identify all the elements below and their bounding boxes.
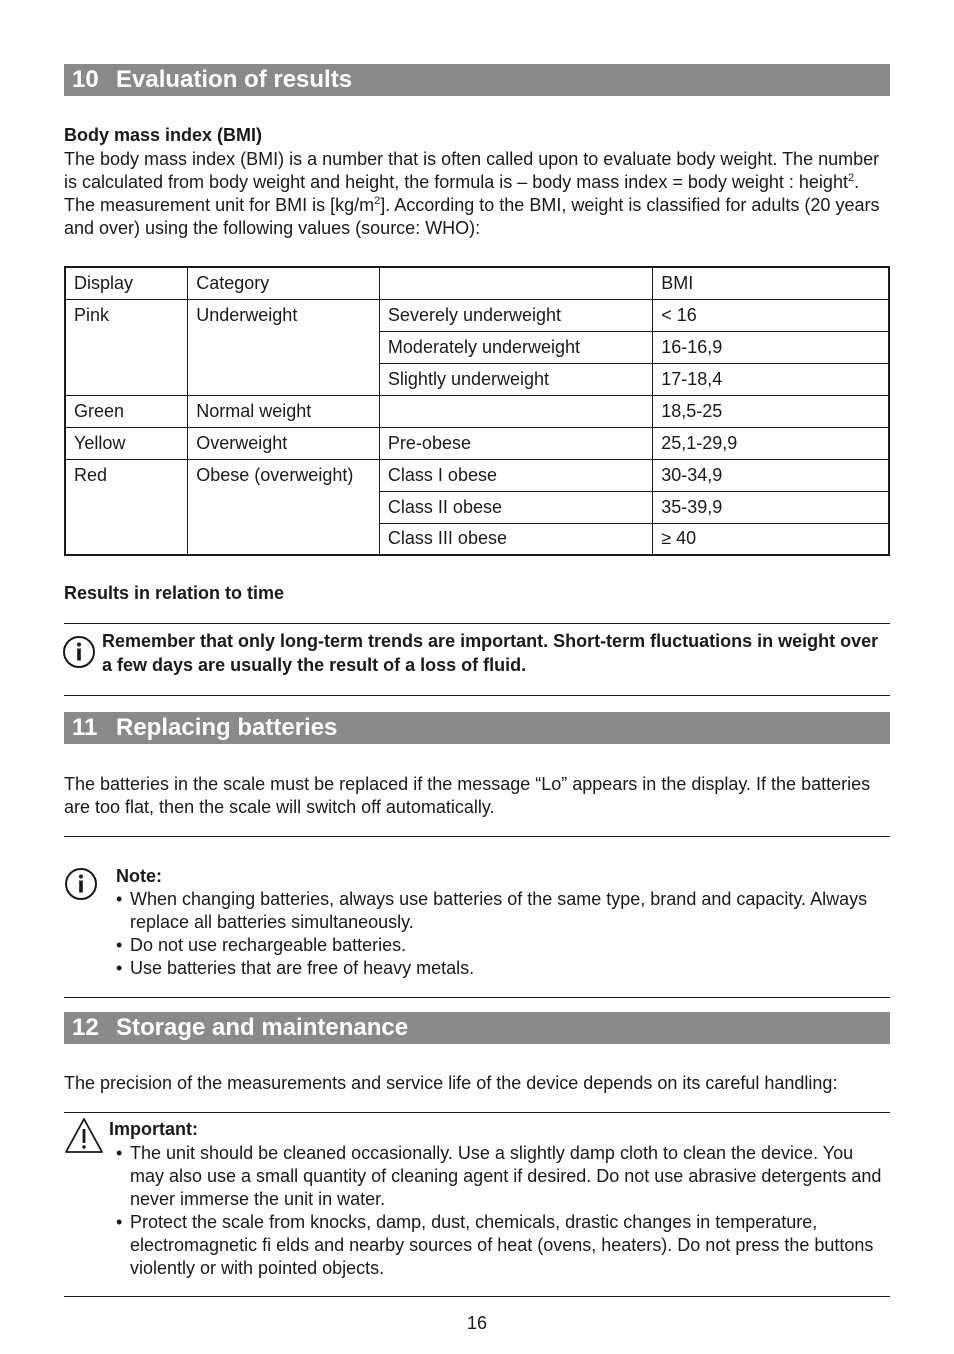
time-heading: Results in relation to time: [64, 583, 285, 603]
table-header-cell: BMI: [653, 267, 889, 299]
bmi-table: [64, 266, 890, 556]
section-number: 10: [72, 66, 99, 93]
page-number: 16: [466, 1313, 488, 1333]
table-row: [65, 299, 889, 331]
table-row: [65, 427, 889, 459]
subcategory-cell: Class I obese: [379, 459, 652, 491]
category-cell: Normal weight: [188, 395, 380, 427]
display-cell: Green: [65, 395, 188, 427]
note-heading: Note:: [116, 866, 162, 886]
section-number: 12: [72, 1014, 99, 1041]
bmi-cell: ≥ 40: [653, 523, 889, 555]
info-icon: [62, 635, 96, 669]
section-title: Replacing batteries: [116, 714, 338, 741]
subcategory-cell: Class III obese: [379, 523, 652, 555]
subcategory-cell: Slightly underweight: [379, 363, 652, 395]
bmi-text-part: . The measurement unit for BMI is [kg/m: [64, 172, 860, 215]
display-cell: Red: [65, 459, 188, 555]
superscript: 2: [847, 172, 855, 184]
list-item: • Protect the scale from knocks, damp, dust, chemicals, drastic changes in temperature, electromagnetic fi elds and nearby sources of heat (ovens, heaters). Do not press the buttons violently or with pointed objects.: [116, 1211, 890, 1280]
bmi-cell: 16-16,9: [653, 331, 889, 363]
list-item: • The unit should be cleaned occasionally. Use a slightly damp cloth to clean the device. You may also use a small quantity of cleaning agent if desired. Do not use abrasive detergents and never immerse the unit in water.: [116, 1142, 890, 1211]
important-list: [116, 1142, 890, 1280]
subcategory-cell: Pre-obese: [379, 427, 652, 459]
bmi-heading: Body mass index (BMI): [64, 125, 263, 145]
storage-paragraph: The precision of the measurements and service life of the device depends on its careful handling:: [64, 1073, 838, 1093]
bmi-text-part: ]. According to the BMI, weight is classified for adults (20 years and over) using the following values (source: WHO):: [64, 195, 880, 238]
subcategory-cell: [379, 395, 652, 427]
divider: [64, 1112, 890, 1113]
batteries-paragraph: The batteries in the scale must be replaced if the message “Lo” appears in the display. If the batteries are too flat, then the scale will switch off automatically.: [64, 774, 871, 817]
section-11-header: [64, 712, 890, 744]
category-cell: Underweight: [188, 299, 380, 395]
section-number: 11: [72, 714, 98, 741]
time-note: Remember that only long-term trends are important. Short-term fluctuations in weight over a few days are usually the result of a loss of fluid.: [102, 631, 879, 675]
bmi-cell: 17-18,4: [653, 363, 889, 395]
display-cell: Pink: [65, 299, 188, 395]
table-header-cell: [379, 267, 652, 299]
divider: [64, 623, 890, 624]
section-12-header: [64, 1012, 890, 1044]
note-list: [116, 888, 890, 980]
category-cell: Obese (overweight): [188, 459, 380, 555]
table-header-cell: Display: [65, 267, 188, 299]
info-icon: [64, 867, 98, 901]
subcategory-cell: Class II obese: [379, 491, 652, 523]
subcategory-cell: Severely underweight: [379, 299, 652, 331]
section-title: Storage and maintenance: [116, 1014, 409, 1041]
display-cell: Yellow: [65, 427, 188, 459]
subcategory-cell: Moderately underweight: [379, 331, 652, 363]
list-item: • Do not use rechargeable batteries.: [116, 934, 890, 957]
bmi-text-part: The body mass index (BMI) is a number that is often called upon to evaluate body weight. The number is calculated from body weight and height, the formula is – body mass index = body weight : height: [64, 149, 880, 192]
table-row: [65, 459, 889, 491]
bmi-cell: < 16: [653, 299, 889, 331]
section-10-header: [64, 64, 890, 96]
table-row: [65, 395, 889, 427]
table-header-row: [65, 267, 889, 299]
list-item: • Use batteries that are free of heavy metals.: [116, 957, 890, 980]
bmi-cell: 18,5-25: [653, 395, 889, 427]
section-title: Evaluation of results: [116, 66, 353, 93]
bmi-cell: 35-39,9: [653, 491, 889, 523]
table-header-cell: Category: [188, 267, 380, 299]
divider: [64, 836, 890, 837]
bmi-cell: 30-34,9: [653, 459, 889, 491]
important-heading: Important:: [109, 1119, 198, 1139]
category-cell: Overweight: [188, 427, 380, 459]
warning-icon: [64, 1117, 104, 1155]
list-item: • When changing batteries, always use batteries of the same type, brand and capacity. Always replace all batteries simultaneously.: [116, 888, 890, 934]
divider: [64, 695, 890, 696]
bmi-cell: 25,1-29,9: [653, 427, 889, 459]
divider: [64, 997, 890, 998]
superscript: 2: [374, 195, 381, 207]
divider: [64, 1296, 890, 1297]
bmi-paragraph: [64, 148, 890, 240]
